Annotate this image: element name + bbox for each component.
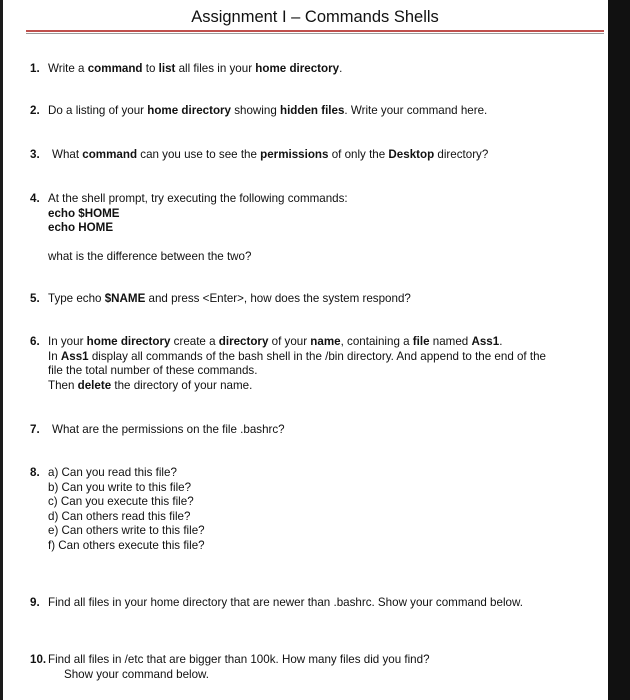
title-rule-red: [26, 30, 604, 32]
command-echo-home: echo HOME: [48, 221, 114, 234]
question-7-text: What are the permissions on the file .bashrc?: [52, 423, 285, 436]
command-echo-home-var: echo $HOME: [48, 206, 120, 220]
title-rule-gray: [26, 33, 604, 34]
list-item: b) Can you write to this file?: [48, 480, 192, 494]
list-item: c) Can you execute this file?: [48, 495, 194, 508]
question-10-text: Find all files in /etc that are bigger than 100k. How many files did you find? Show your command below.: [48, 653, 430, 681]
question-6-text: In your home directory create a directory of your name, containing a file named Ass1. In Ass1 display all commands of the bash shell in the /bin directory. And append to the end of the file the total number of these commands. Then delete the directory of your name.: [48, 335, 546, 392]
question-4-text: At the shell prompt, try executing the following commands: echo $HOME echo HOME: [48, 192, 348, 234]
list-item: e) Can others write to this file?: [48, 524, 205, 537]
question-9-text: Find all files in your home directory that are newer than .bashrc. Show your command below.: [48, 596, 523, 609]
list-item: d) Can others read this file?: [48, 509, 191, 523]
question-1-text: Write a command to list all files in your home directory.: [48, 62, 343, 75]
left-edge: [0, 0, 3, 700]
list-item: a) Can you read this file?: [48, 466, 177, 479]
question-5-text: Type echo $NAME and press <Enter>, how does the system respond?: [48, 292, 411, 305]
list-item: f) Can others execute this file?: [48, 538, 205, 552]
document-page: Assignment I – Commands Shells 1. Write a command to list all files in your home directory. 2. Do a listing of your home directory showing hidden files. Write your command here. 3. What command can you use to see the permissions of only the Desktop directory? 4. At the shell prompt, try executing the following commands: echo $HOME echo HOME what is the difference between the two? 5. Type echo $NAME and press <Enter>, how does the system respond? 6. In your home directory create a directory of your name, containing a file named Ass1. In Ass1 display all commands of the bash shell in the /bin directory. And append to the end of the file the total number of these commands. Then delete the directory of your name. 7. What are the permissions on the file .bashrc? 8. a) Can you read this file? b) Can you write to this file? c) Can you execute this file? d) Can others read this file? e) Can others write to this file? f) Can others execute this file? 9. Find all files in your home directory that are newer than .bashrc. Show your command below. 10. Find all files in /etc that are bigger than 100k. How many files did you find? Show your command below.: [0, 0, 630, 700]
page-title: Assignment I – Commands Shells: [191, 8, 439, 26]
question-8-list: [48, 466, 608, 553]
question-2-text: Do a listing of your home directory showing hidden files. Write your command here.: [48, 104, 488, 117]
question-3-text: What command can you use to see the permissions of only the Desktop directory?: [52, 148, 489, 161]
